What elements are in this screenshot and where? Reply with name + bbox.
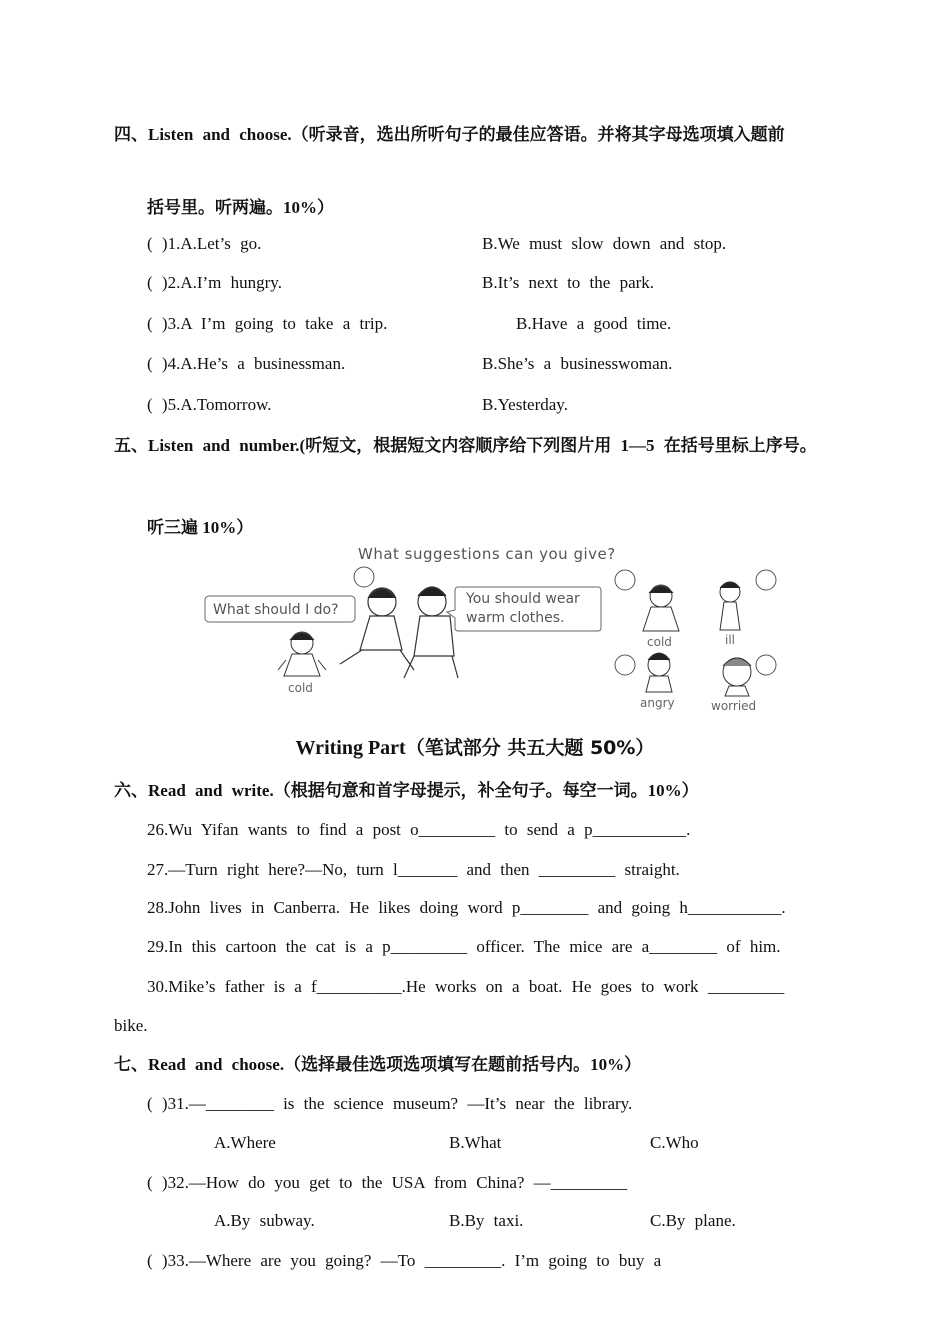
s7-q31-opt-b: B.What [449,1133,502,1152]
label-angry: angry [640,696,675,710]
bubble-right-text-2: warm clothes. [466,610,565,626]
s4-q5-a: ( )5.A.Tomorrow. [147,395,272,414]
s4-q4-a: ( )4.A.He’s a businessman. [147,354,346,373]
s4-q3-b: B.Have a good time. [516,314,672,333]
writing-title-cn: （笔试部分 共五大题 50%） [405,737,655,759]
label-ill: ill [725,633,736,647]
label-worried: worried [711,699,757,713]
s7-q32: ( )32.—How do you get to the USA from China? —_________ [147,1173,628,1192]
s6-q29: 29.In this cartoon the cat is a p_________ officer. The mice are a________ of him. [147,937,781,956]
answer-circle-1 [615,570,635,590]
caption-left: cold [288,681,313,695]
writing-title-en: Writing Part [295,737,406,759]
listening-picture [200,540,790,715]
bubble-right-text-1: You should wear [466,591,580,607]
section5-heading: 五、Listen and number.(听短文，根据短文内容顺序给下列图片用 1—5 在括号里标上序号。 [114,436,817,455]
s6-q28: 28.John lives in Canberra. He likes doing word p________ and going h___________. [147,898,786,917]
s6-q26: 26.Wu Yifan wants to find a post o_________ to send a p___________. [147,820,691,839]
s7-q32-opt-a: A.By subway. [214,1211,315,1230]
s4-q4-b: B.She’s a businesswoman. [482,354,673,373]
label-cold: cold [647,635,672,649]
s6-q30: 30.Mike’s father is a f__________.He works on a boat. He goes to work _________ [147,977,785,996]
s4-q5-b: B.Yesterday. [482,395,568,414]
s7-q32-opt-c: C.By plane. [650,1211,736,1230]
s7-q33: ( )33.—Where are you going? —To _________. I’m going to buy a [147,1251,662,1270]
s6-q27: 27.—Turn right here?—No, turn l_______ and then _________ straight. [147,860,680,879]
picture-title: What suggestions can you give? [358,545,616,563]
section7-heading: 七、Read and choose.（选择最佳选项选项填写在题前括号内。10%） [114,1055,642,1074]
answer-circle-4 [756,655,776,675]
answer-circle-3 [615,655,635,675]
s7-q31-opt-a: A.Where [214,1133,276,1152]
section6-heading: 六、Read and write.（根据句意和首字母提示，补全句子。每空一词。10%） [114,781,699,800]
section4-heading-cont: 括号里。听两遍。10%） [147,198,334,217]
section4-heading: 四、Listen and choose.（听录音，选出所听句子的最佳应答语。并将其字母选项填入题前 [114,125,785,144]
section5-heading-cont: 听三遍 10%） [147,518,254,537]
boys-figure [340,587,458,678]
s4-q3-a: ( )3.A I’m going to take a trip. [147,314,388,333]
s4-q1-a: ( )1.A.Let’s go. [147,234,262,253]
girl-cold-left-figure [278,632,326,676]
boy-worried-figure [723,658,751,696]
s7-q31: ( )31.—________ is the science museum? —It’s near the library. [147,1094,633,1113]
s6-q30-cont: bike. [114,1016,148,1035]
bubble-left-text: What should I do? [213,602,339,618]
s4-q2-a: ( )2.A.I’m hungry. [147,273,282,292]
boy-angry-figure [646,653,672,692]
girl-cold-figure [643,585,679,631]
s4-q1-b: B.We must slow down and stop. [482,234,727,253]
s4-q2-b: B.It’s next to the park. [482,273,655,292]
answer-circle-2 [756,570,776,590]
answer-circle-0 [354,567,374,587]
girl-ill-figure [720,582,740,630]
writing-part-title [0,736,950,760]
s7-q32-opt-b: B.By taxi. [449,1211,524,1230]
s7-q31-opt-c: C.Who [650,1133,699,1152]
